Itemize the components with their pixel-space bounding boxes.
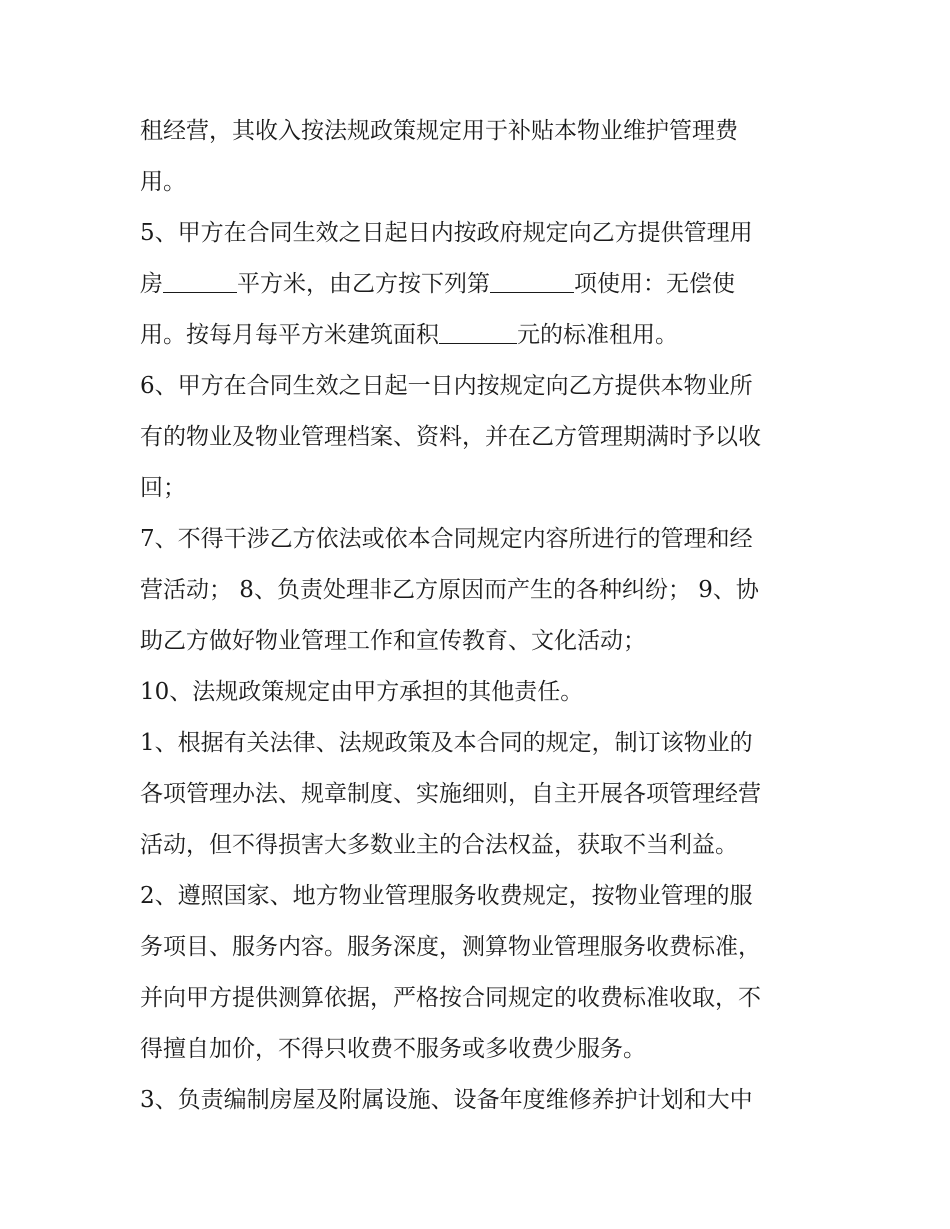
text-line: 租经营，其收入按法规政策规定用于补贴本物业维护管理费	[140, 118, 738, 144]
text-line: 并向甲方提供测算依据，严格按合同规定的收费标准收取，不	[140, 985, 761, 1011]
text-line: 10、法规政策规定由甲方承担的其他责任。	[140, 679, 584, 705]
text-line: 营活动； 8、负责处理非乙方原因而产生的各种纠纷； 9、协	[140, 577, 759, 603]
text-line-with-blanks	[140, 259, 820, 310]
text-segment: 房	[140, 271, 163, 297]
fill-in-blank-area	[163, 268, 237, 293]
text-line: 助乙方做好物业管理工作和宣传教育、文化活动；	[140, 628, 646, 654]
text-line: 回；	[140, 475, 186, 501]
text-line: 各项管理办法、规章制度、实施细则，自主开展各项管理经营	[140, 781, 761, 807]
contract-text	[140, 106, 820, 1126]
text-line: 3、负责编制房屋及附属设施、设备年度维修养护计划和大中	[140, 1087, 753, 1113]
text-line: 务项目、服务内容。服务深度，测算物业管理服务收费标准，	[140, 934, 761, 960]
text-line: 6、甲方在合同生效之日起一日内按规定向乙方提供本物业所	[140, 373, 753, 399]
fill-in-blank-price	[439, 319, 517, 344]
text-line: 有的物业及物业管理档案、资料，并在乙方管理期满时予以收	[140, 424, 761, 450]
text-line: 得擅自加价，不得只收费不服务或多收费少服务。	[140, 1036, 646, 1062]
text-line: 用。	[140, 169, 186, 195]
text-line: 1、根据有关法律、法规政策及本合同的规定，制订该物业的	[140, 730, 753, 756]
text-segment: 用。按每月每平方米建筑面积	[140, 322, 439, 348]
text-line: 5、甲方在合同生效之日起日内按政府规定向乙方提供管理用	[140, 220, 753, 246]
text-segment: 项使用：无偿使	[574, 271, 735, 297]
text-line: 7、不得干涉乙方依法或依本合同规定内容所进行的管理和经	[140, 526, 753, 552]
text-line: 2、遵照国家、地方物业管理服务收费规定，按物业管理的服	[140, 883, 753, 909]
text-line: 活动，但不得损害大多数业主的合法权益，获取不当利益。	[140, 832, 738, 858]
fill-in-blank-item-number	[490, 268, 574, 293]
text-segment: 元的标准租用。	[517, 322, 678, 348]
text-line-with-blanks	[140, 310, 820, 361]
text-segment: 平方米，由乙方按下列第	[237, 271, 490, 297]
